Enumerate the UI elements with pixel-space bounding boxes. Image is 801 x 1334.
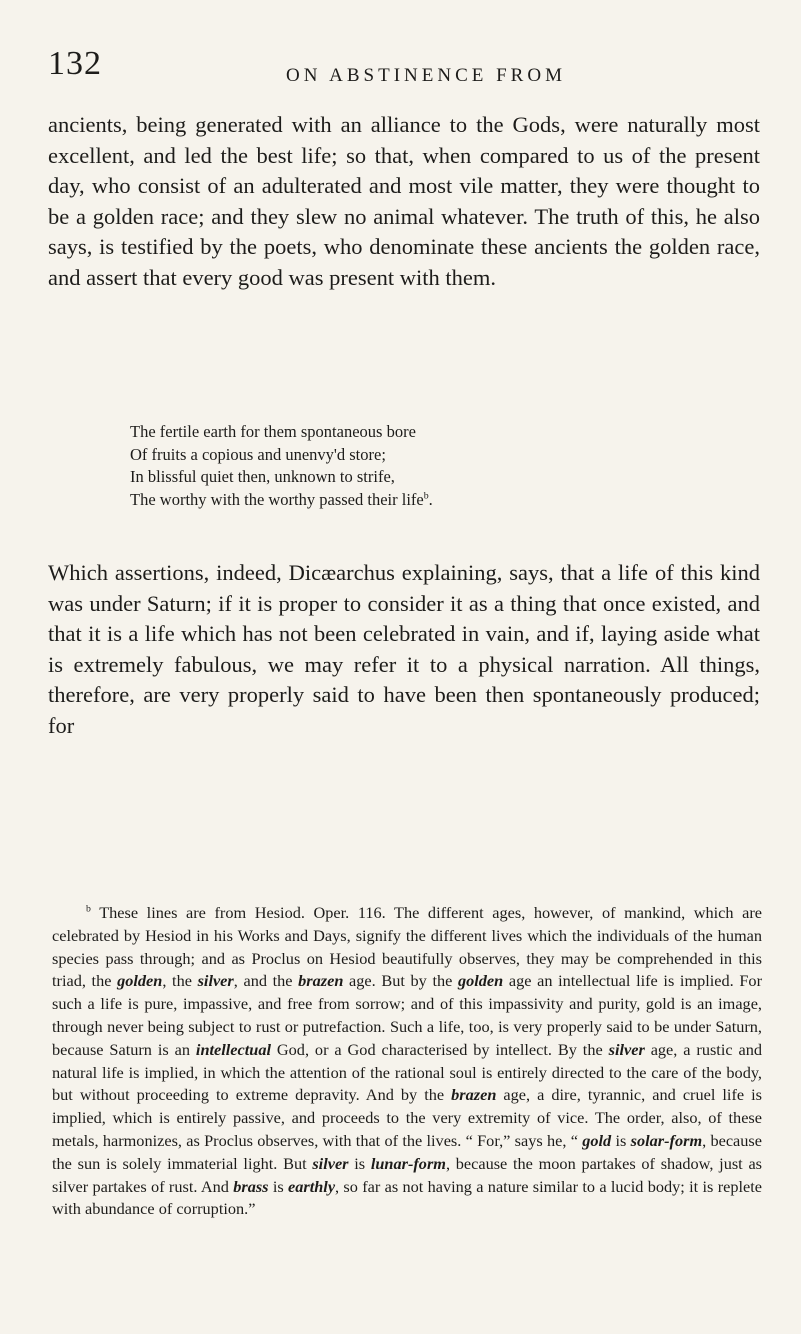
emphasis: silver xyxy=(312,1153,349,1173)
emphasis: silver xyxy=(608,1039,645,1059)
footnote-text: age, a dire, tyrannic, and cruel life is implied, which is entirely passive, and proceeds to the very extremity of vice. The order, also, of these metals, harmonizes, as Proclus observes, with that of the lives. “ For,” says he, “ xyxy=(52,1085,762,1150)
emphasis: earthly xyxy=(288,1176,336,1196)
verse-quotation xyxy=(130,421,690,511)
paragraph-2: Which assertions, indeed, Dicæarchus explaining, says, that a life of this kind was under Saturn; if it is proper to consider it as a thing that once existed, and that it is a life which has not been celebrated in vain, and if, laying aside what is extremely fabulous, we may refer it to a physical narration. All things, therefore, are very properly said to have been then spontaneously produced; for xyxy=(48,560,760,738)
emphasis: gold xyxy=(582,1130,612,1150)
running-head: ON ABSTINENCE FROM xyxy=(286,65,566,86)
verse-line-last: The worthy with the worthy passed their life$^b$. xyxy=(130,489,433,509)
verse-line: In blissful quiet then, unknown to strife, xyxy=(130,467,395,486)
emphasis: silver xyxy=(197,971,234,991)
page-number: 132 xyxy=(48,45,102,82)
emphasis: brazen xyxy=(298,971,344,991)
footnote-text: , because the sun is solely immaterial light. But xyxy=(52,1130,762,1173)
footnote-text: , because the moon partakes of shadow, just as silver partakes of rust. And xyxy=(52,1153,763,1196)
emphasis: brazen xyxy=(451,1085,497,1105)
paragraph-1: ancients, being generated with an alliance to the Gods, were naturally most excellent, and led the best life; so that, when compared to us of the present day, who consist of an adulterated and most vile matter, they were thought to be a golden race; and they slew no animal whatever. The truth of this, he also says, is testified by the poets, who denominate these ancients the golden race, and assert that every good was present with them. xyxy=(48,112,760,290)
footnote-text: , so far as not having a nature similar to a lucid body; it is replete with abundance of corruption.” xyxy=(52,1176,762,1219)
footnote-text: age. But by the xyxy=(343,971,458,991)
emphasis: golden xyxy=(117,971,163,991)
footnote-text: is xyxy=(348,1153,371,1173)
footnote-marker: b xyxy=(86,903,91,915)
emphasis: solar-form xyxy=(630,1130,703,1150)
emphasis: intellectual xyxy=(195,1039,271,1059)
footnote-text: , and the xyxy=(233,971,299,991)
emphasis: lunar-form xyxy=(370,1153,446,1173)
emphasis: golden xyxy=(457,971,504,991)
footnote-text: is xyxy=(611,1130,631,1150)
footnote xyxy=(52,902,762,1221)
footnote-text: age an intellectual life is implied. For such a life is pure, impassive, and free from sorrow; and of this impassivity and purity, gold is an image, through never being subject to rust or putrefaction. Such a life, too, is very properly said to be under Saturn, because Saturn is an xyxy=(52,971,762,1059)
footnote-text: is xyxy=(268,1176,289,1196)
verse-line: Of fruits a copious and unenvy'd store; xyxy=(130,444,386,464)
page-header xyxy=(48,45,768,95)
footnote-text: These lines are from Hesiod. Oper. 116. The different ages, however, of mankind, which are celebrated by Hesiod in his Works and Days, signify the different lives which the individuals of the human species pass through; and as Proclus on Hesiod beautifully observes, they may be comprehended in this triad, the xyxy=(52,903,763,991)
footnote-text: God, or a God characterised by intellect. By the xyxy=(271,1039,609,1059)
footnote-text: , the xyxy=(162,971,198,991)
footnote-text: age, a rustic and natural life is implied, in which the attention of the rational soul is entirely directed to the care of the body, but without proceeding to extreme depravity. And by the xyxy=(52,1039,763,1105)
emphasis: brass xyxy=(233,1176,269,1196)
footnote-reference: b xyxy=(423,490,429,501)
verse-line-text: The worthy with the worthy passed their life xyxy=(130,489,424,509)
verse-line: The fertile earth for them spontaneous bore xyxy=(130,422,416,441)
